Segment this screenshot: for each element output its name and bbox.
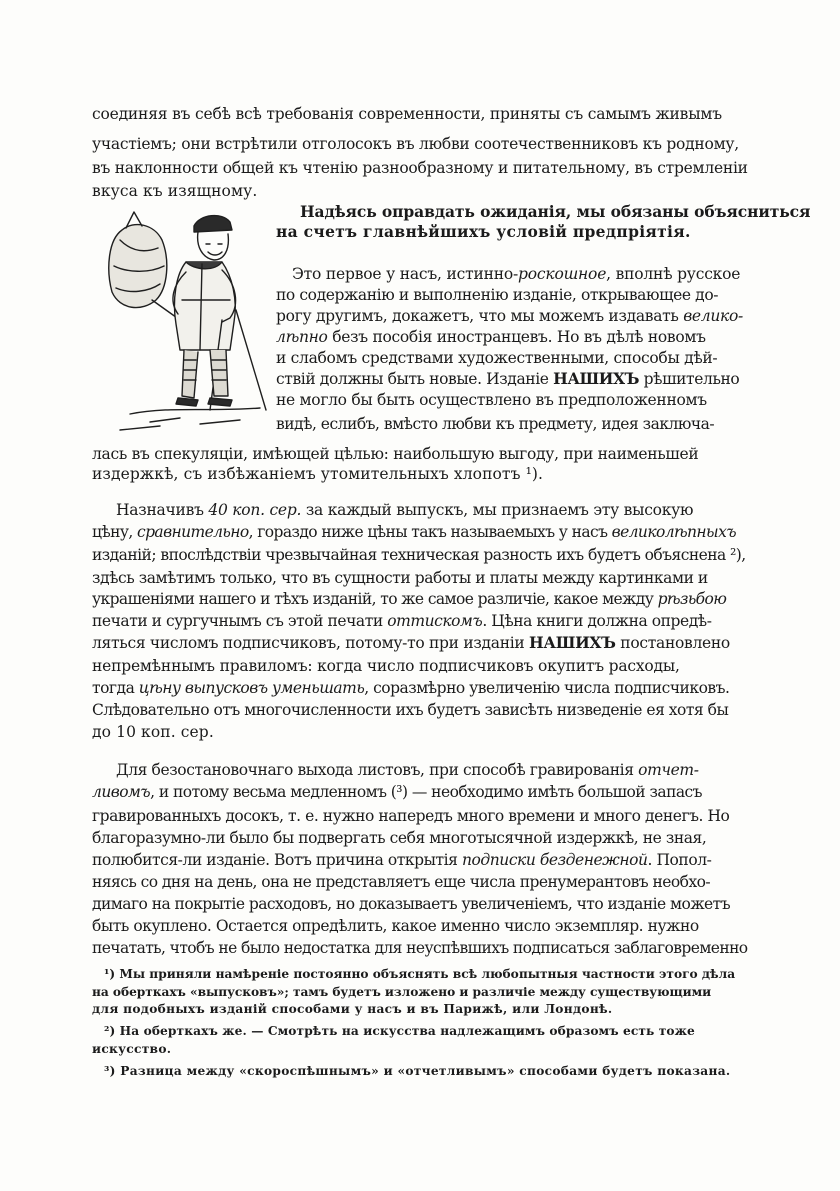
para3-line1 bbox=[292, 264, 740, 284]
para5-line7: димаго на покрытіе расходовъ, но доказываетъ увеличеніемъ, что изданіе можетъ bbox=[92, 895, 731, 913]
para3-line10: издержкѣ, съ избѣжаніемъ утомительныхъ хлопотъ ¹). bbox=[92, 465, 544, 483]
para1-line2: участіемъ; они встрѣтили отголосокъ въ любви соотечественниковъ къ родному, bbox=[92, 135, 739, 153]
porter-illustration bbox=[90, 200, 270, 440]
para4-line2 bbox=[92, 522, 736, 542]
para4-line7-strong: НАШИХЪ bbox=[529, 633, 616, 652]
para3-line1-text: Это первое у насъ, истинно- bbox=[292, 265, 519, 283]
para3-line1-emphasis: роскошное bbox=[518, 265, 607, 283]
para5-line5-end: . Попол- bbox=[647, 851, 712, 869]
para3-line1-end: , вполнѣ русское bbox=[606, 265, 741, 283]
para5-line5-text: полюбится-ли изданіе. Вотъ причина открытія bbox=[92, 851, 462, 869]
para5-line1-emphasis: отчет- bbox=[638, 761, 699, 779]
para4-line1 bbox=[116, 500, 693, 520]
para1-line1: соединяя въ себѣ всѣ требованія современности, приняты съ самымъ живымъ bbox=[92, 105, 722, 123]
para3-line3 bbox=[276, 306, 743, 326]
para4-line4: здѣсь замѣтимъ только, что въ сущности работы и платы между картинками и bbox=[92, 569, 708, 587]
para4-line2-text: цѣну, bbox=[92, 523, 138, 541]
footnote-2-line2: искусство. bbox=[92, 1042, 172, 1056]
para3-line3-emphasis: велико- bbox=[683, 307, 743, 325]
para4-line7-end: постановлено bbox=[615, 634, 730, 652]
para3-line8: видѣ, еслибъ, вмѣсто любви къ предмету, идея заключа- bbox=[276, 415, 715, 433]
para4-line2-middle: , гораздо ниже цѣны такъ называемыхъ у насъ bbox=[248, 523, 612, 541]
footnote-1-line3: для подобныхъ изданій способами у насъ и въ Парижѣ, или Лондонѣ. bbox=[92, 1002, 613, 1016]
para3-line6-end: рѣшительно bbox=[639, 370, 740, 388]
para4-line5 bbox=[92, 589, 726, 609]
para3-line6-strong: НАШИХЪ bbox=[553, 369, 640, 388]
para4-line11: до 10 коп. сер. bbox=[92, 723, 214, 741]
para4-line6-text: печати и сургучнымъ съ этой печати bbox=[92, 612, 388, 630]
para5-line5 bbox=[92, 850, 711, 870]
para4-line9 bbox=[92, 678, 729, 698]
para3-line7: не могло бы быть осуществлено въ предположенномъ bbox=[276, 391, 707, 409]
para5-line1-text: Для безостановочнаго выхода листовъ, при способѣ гравированія bbox=[116, 761, 639, 779]
para4-line1-text: Назначивъ bbox=[116, 501, 209, 519]
para4-line7 bbox=[92, 633, 730, 653]
footnote-1-line2: на оберткахъ «выпусковъ»; тамъ будетъ изложено и различіе между существующими bbox=[92, 985, 712, 999]
para4-line2-emphasis2: великолѣпныхъ bbox=[611, 523, 736, 541]
para4-line9-text: тогда bbox=[92, 679, 139, 697]
para5-line5-emphasis: подписки безденежной bbox=[461, 851, 648, 869]
para4-line5-text: украшеніями нашего и тѣхъ изданій, то же самое различіе, какое между bbox=[92, 590, 658, 608]
para5-line1 bbox=[116, 760, 699, 780]
footnote-1-line1: ¹) Мы приняли намѣреніе постоянно объяснять всѣ любопытныя частности этого дѣла bbox=[104, 967, 736, 981]
para4-line6-emphasis: оттискомъ bbox=[387, 612, 483, 630]
para5-line3: гравированныхъ досокъ, т. е. нужно напередъ много времени и много денегъ. Но bbox=[92, 807, 730, 825]
para3-line4 bbox=[276, 327, 706, 347]
para1-line3: въ наклонности общей къ чтенію разнообразному и питательному, въ стремленіи bbox=[92, 159, 748, 177]
footnote-2-line1: ²) На оберткахъ же. — Смотрѣть на искусства надлежащимъ образомъ есть тоже bbox=[104, 1024, 695, 1038]
para4-line7-text: ляться числомъ подписчиковъ, потому-то при изданіи bbox=[92, 634, 530, 652]
footnote-3-line1: ³) Разница между «скороспѣшнымъ» и «отчетливымъ» способами будетъ показана. bbox=[104, 1064, 731, 1078]
para5-line2 bbox=[92, 782, 702, 802]
para4-line3: изданій; впослѣдствіи чрезвычайная техническая разность ихъ будетъ объяснена ²), bbox=[92, 546, 746, 564]
para3-line2: по содержанію и выполненію изданіе, открывающее до- bbox=[276, 286, 719, 304]
para2-line1: Надѣясь оправдать ожиданія, мы обязаны объясниться bbox=[300, 202, 811, 221]
para5-line6: няясь со дня на день, она не представляетъ еще числа пренумерантовъ необхо- bbox=[92, 873, 711, 891]
para5-line8: быть окуплено. Остается опредѣлить, какое именно число экземпляр. нужно bbox=[92, 917, 699, 935]
para3-line9: лась въ спекуляціи, имѣющей цѣлью: наибольшую выгоду, при наименьшей bbox=[92, 445, 699, 463]
para5-line4: благоразумно-ли было бы подвергать себя многотысячной издержкѣ, не зная, bbox=[92, 829, 707, 847]
para3-line5: и слабомъ средствами художественными, способы дѣй- bbox=[276, 349, 718, 367]
para4-line1-emphasis: 40 коп. сер. bbox=[208, 501, 302, 519]
para5-line9: печатать, чтобъ не было недостатка для неуспѣвшихъ подписаться заблаговременно bbox=[92, 939, 748, 957]
para4-line10: Слѣдовательно отъ многочисленности ихъ будетъ зависѣть низведеніе ея хотя бы bbox=[92, 701, 729, 719]
para3-line4-emphasis: лѣпно bbox=[276, 328, 328, 346]
para1-line4: вкуса къ изящному. bbox=[92, 182, 258, 200]
para4-line6 bbox=[92, 611, 712, 631]
para3-line4-text: безъ пособія иностранцевъ. Но въ дѣлѣ новомъ bbox=[327, 328, 706, 346]
para5-line2-text: , и потому весьма медленномъ (³) — необходимо имѣть большой запасъ bbox=[150, 783, 702, 801]
para4-line5-emphasis: рѣзьбою bbox=[657, 590, 727, 608]
para5-line2-emphasis: ливомъ bbox=[92, 783, 151, 801]
para4-line8: непремѣннымъ правиломъ: когда число подписчиковъ окупитъ расходы, bbox=[92, 657, 680, 675]
para4-line1-end: за каждый выпускъ, мы признаемъ эту высокую bbox=[301, 501, 694, 519]
para4-line6-end: . Цѣна книги должна опредѣ- bbox=[482, 612, 712, 630]
para3-line3-text: рогу другимъ, докажетъ, что мы можемъ издавать bbox=[276, 307, 684, 325]
para4-line2-emphasis: сравнительно bbox=[137, 523, 249, 541]
para4-line9-end: , соразмѣрно увеличенію числа подписчиковъ. bbox=[364, 679, 730, 697]
para2-line2: на счетъ главнѣйшихъ условій предпріятія. bbox=[276, 222, 691, 241]
para4-line9-emphasis: цѣну выпусковъ уменьшать bbox=[138, 679, 365, 697]
para3-line6 bbox=[276, 369, 739, 389]
para3-line6-text: ствій должны быть новые. Изданіе bbox=[276, 370, 554, 388]
